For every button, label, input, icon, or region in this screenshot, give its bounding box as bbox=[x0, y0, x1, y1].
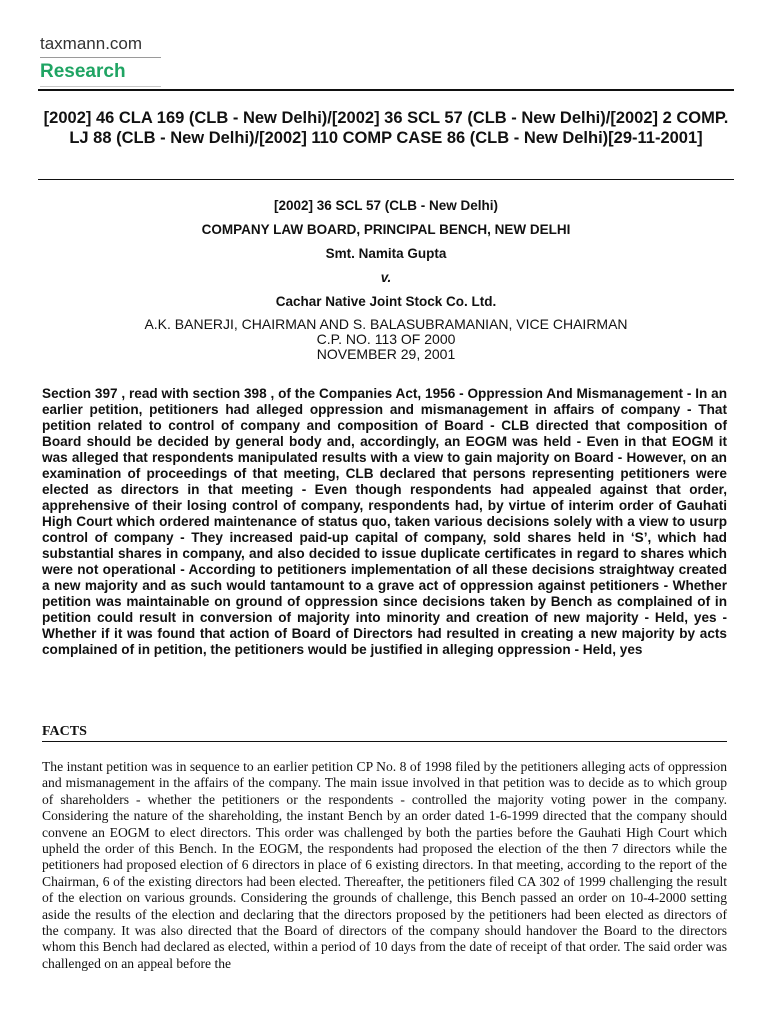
brand-logo[interactable] bbox=[40, 34, 162, 87]
facts-paragraph: The instant petition was in sequence to an earlier petition CP No. 8 of 1998 filed by the petitioners alleging acts of oppression and mismanagement in the affairs of the company. The main issue involved in that petition was to decide as to which group of shareholders - whether the petitioners or the respondents - controlled the majority voting power in the company. Considering the nature of the shareholding, the instant Bench by an order dated 1-6-1999 directed that the company should convene an EOGM to elect directors. This order was challenged by both the parties before the Gauhati High Court which upheld the order of this Bench. In the EOGM, the respondents had proposed the election of the then 7 directors while the petitioners had proposed election of 6 directors in place of 6 existing directors. In that meeting, according to the report of the Chairman, 6 of the existing directors had been elected. Thereafter, the petitioners filed CA 302 of 1999 challenging the result of the election on various grounds. Considering the grounds of challenge, this Bench passed an order on 10-4-2000 setting aside the results of the election and declaring that the directors proposed by the petitioners had been elected as directors of the company. It was also directed that the Board of directors of the company should handover the Board to the directors whom this Bench had declared as elected, within a period of 10 days from the date of receipt of that order. The said order was challenged on an appeal before the bbox=[42, 759, 727, 971]
bench-members: A.K. BANERJI, CHAIRMAN AND S. BALASUBRAMANIAN, VICE CHAIRMAN bbox=[144, 316, 628, 332]
court-name: COMPANY LAW BOARD, PRINCIPAL BENCH, NEW DELHI bbox=[201, 222, 571, 237]
title-divider bbox=[38, 179, 734, 180]
case-citation: [2002] 36 SCL 57 (CLB - New Delhi) bbox=[273, 198, 499, 213]
facts-divider bbox=[42, 741, 727, 742]
facts-heading: FACTS bbox=[42, 724, 87, 739]
brand-site-name: taxmann.com bbox=[40, 34, 143, 53]
brand-section-name: Research bbox=[40, 61, 126, 82]
case-number: C.P. NO. 113 OF 2000 bbox=[316, 331, 456, 347]
versus-label: v. bbox=[380, 270, 392, 285]
judgment-date: NOVEMBER 29, 2001 bbox=[316, 346, 456, 362]
respondent-name: Cachar Native Joint Stock Co. Ltd. bbox=[275, 294, 497, 309]
case-header bbox=[38, 194, 734, 362]
brand-divider bbox=[40, 57, 161, 58]
headnote: Section 397 , read with section 398 , of the Companies Act, 1956 - Oppression And Mismanagement - In an earlier petition, petitioners had alleged oppression and mismanagement in affairs of company - That petition related to control of company and composition of Board - CLB directed that composition of Board should be decided by general body and, accordingly, an EOGM was held - Even in that EOGM it was alleged that respondents manipulated results with a view to gain majority on Board - However, on an examination of proceedings of that meeting, CLB declared that persons representing petitioners were elected as directors in that meeting - Even though respondents had appealed against that order, apprehensive of their losing control of company, respondents had, by virtue of interim order of Gauhati High Court which ordered maintenance of status quo, taken various decisions solely with a view to usurp control of company - They increased paid-up capital of company, sold shares held in ‘S’, which had substantial shares in company, and also decided to issue duplicate certificates in regard to shares which were not operational - According to petitioners implementation of all these decisions straightway created a new majority and as such would tantamount to a grave act of oppression against petitioners - Whether petition was maintainable on ground of oppression since decisions taken by Bench as complained of in petition could result in conversion of majority into minority and creation of new majority - Held, yes - Whether if it was found that action of Board of Directors had resulted in creating a new majority by acts complained of in petition, the petitioners would be justified in alleging oppression - Held, yes bbox=[42, 386, 727, 657]
petitioner-name: Smt. Namita Gupta bbox=[325, 246, 447, 261]
document-title: [2002] 46 CLA 169 (CLB - New Delhi)/[2002] 36 SCL 57 (CLB - New Delhi)/[2002] 2 COMP. LJ 88 (CLB - New Delhi)/[2002] 110 COMP CASE 86 (CLB - New Delhi)[29-11-2001] bbox=[43, 109, 729, 147]
header-divider bbox=[38, 89, 734, 91]
brand-underline bbox=[40, 86, 161, 87]
